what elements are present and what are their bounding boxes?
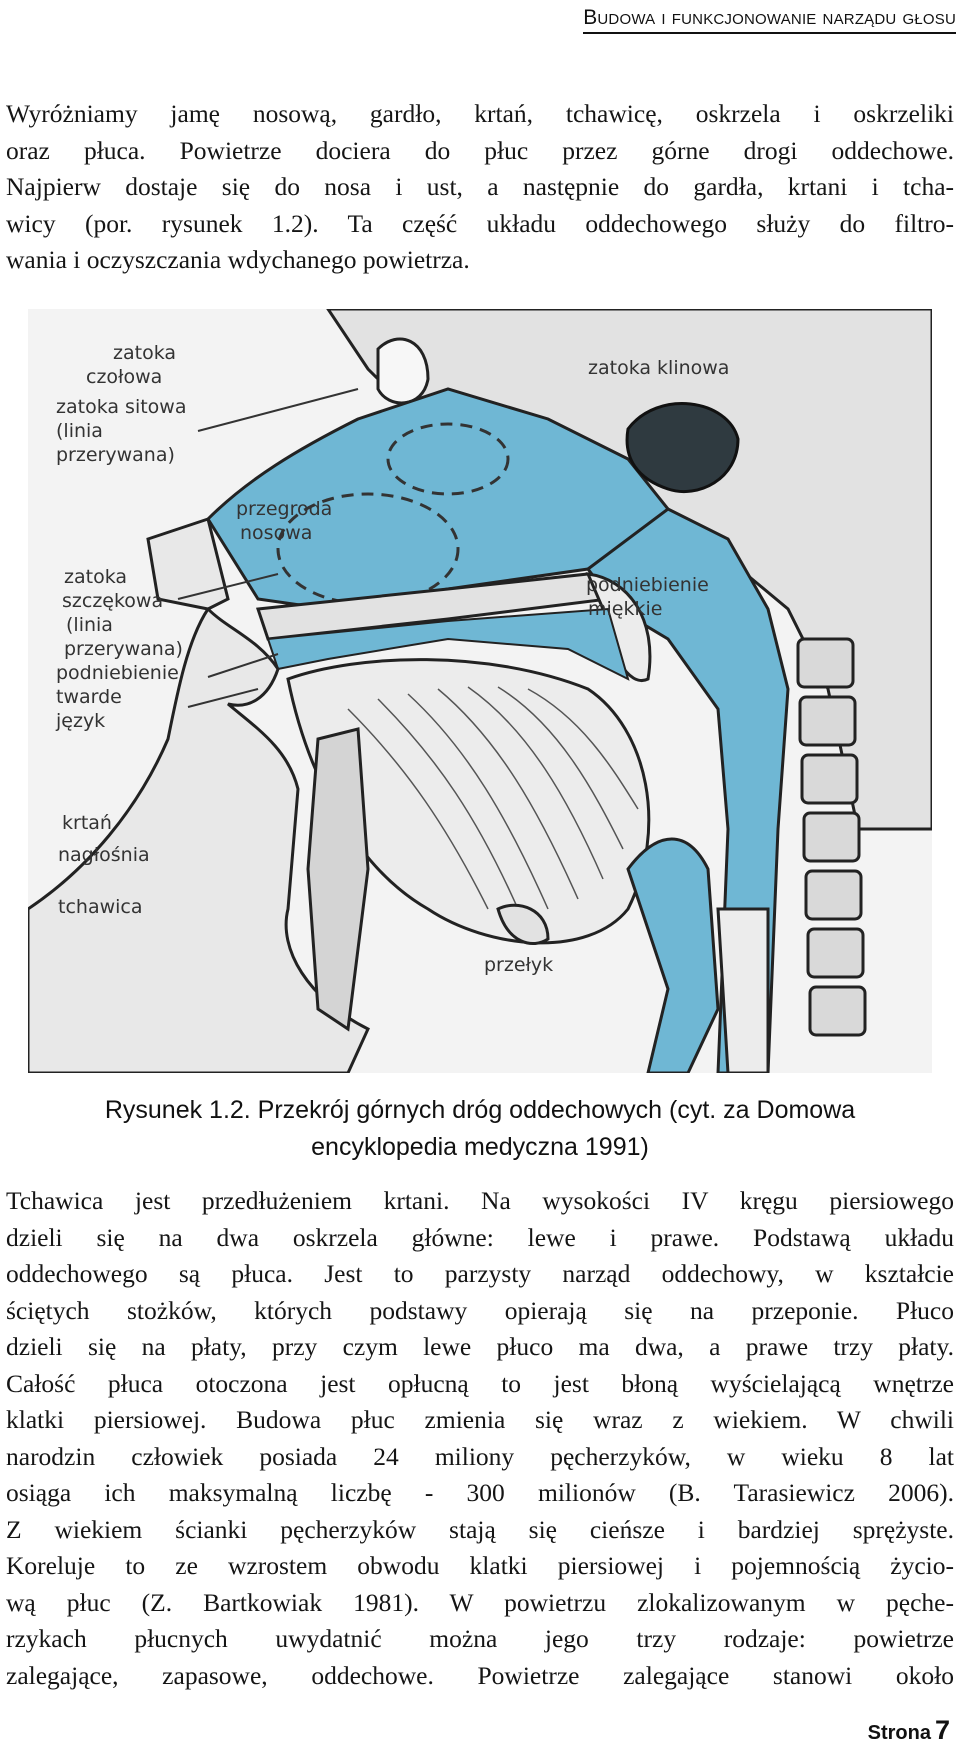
text-line: ściętych stożków, których podstawy opierają się na przeponie. Płuco (6, 1295, 954, 1325)
text-line: dzieli się na płaty, przy czym lewe płuco ma dwa, a prawe trzy płaty. (6, 1332, 954, 1361)
label-zatoka-szczekowa-2: szczękowa (62, 590, 164, 612)
figure-caption (0, 1092, 960, 1166)
intro-paragraph (6, 96, 954, 279)
text-line: Najpierw dostaje się do nosa i ust, a następnie do gardła, krtani i tcha- (6, 172, 954, 201)
airway-diagram (28, 309, 932, 1073)
text-line: oraz płuca. Powietrze dociera do płuc przez górne drogi oddechowe. (6, 135, 954, 165)
label-podniebienie-twarde-2: twarde (56, 686, 122, 708)
text-line: narodzin człowiek posiada 24 miliony pęcherzyków, w wieku 8 lat (6, 1441, 954, 1471)
label-naglosnia: nagłośnia (58, 844, 150, 866)
label-zatoka-sitowa-3: przerywana) (56, 444, 175, 466)
label-jezyk: język (56, 710, 106, 732)
page-footer (868, 1715, 950, 1746)
label-przelyk: przełyk (484, 954, 554, 976)
page-label: Strona (867, 1722, 931, 1744)
running-header (0, 6, 960, 46)
label-zatoka-sitowa-1: zatoka sitowa (56, 396, 187, 418)
caption-line: Rysunek 1.2. Przekrój górnych dróg oddechowych (cyt. za Domowa (104, 1096, 856, 1124)
text-line: klatki piersiowej. Budowa płuc zmienia się wraz z wiekiem. W chwili (6, 1405, 954, 1434)
label-podniebienie-miekkie-2: miękkie (588, 598, 663, 620)
text-line: Koreluje to ze wzrostem obwodu klatki piersiowej i pojemnością życio- (6, 1551, 954, 1580)
label-krtan: krtań (62, 812, 112, 834)
label-podniebienie-twarde-1: podniebienie (56, 662, 179, 684)
label-przegroda-1: przegroda (236, 498, 333, 520)
label-zatoka-szczekowa-4: przerywana) (64, 638, 183, 660)
airway-cross-section-figure (28, 309, 932, 1073)
label-tchawica: tchawica (58, 896, 143, 918)
text-line: wania i oczyszczania wdychanego powietrza. (6, 245, 470, 274)
running-header-title: Budowa i funkcjonowanie narządu głosu (583, 6, 956, 34)
text-line: wicy (por. rysunek 1.2). Ta część układu oddechowego służy do filtro- (6, 208, 954, 238)
text-line: wą płuc (Z. Bartkowiak 1981). W powietrzu zlokalizowanym w pęche- (6, 1587, 954, 1617)
text-line: Wyróżniamy jamę nosową, gardło, krtań, tchawicę, oskrzela i oskrzeliki (6, 99, 954, 128)
body-paragraph (6, 1183, 954, 1694)
text-line: Tchawica jest przedłużeniem krtani. Na wysokości IV kręgu piersiowego (6, 1186, 954, 1215)
label-przegroda-2: nosowa (240, 522, 313, 544)
text-line: rzykach płucnych uwydatnić można jego trzy rodzaje: powietrze (6, 1624, 954, 1653)
label-zatoka-szczekowa-1: zatoka (64, 566, 128, 588)
page-number: 7 (934, 1715, 950, 1745)
label-zatoka-klinowa: zatoka klinowa (588, 357, 730, 379)
frontal-sinus (378, 339, 428, 403)
text-line: osiąga ich maksymalną liczbę - 300 milionów (B. Tarasiewicz 2006). (6, 1478, 954, 1507)
text-line: zalegające, zapasowe, oddechowe. Powietrze zalegające stanowi około (6, 1660, 954, 1690)
label-zatoka-szczekowa-3: (linia (66, 614, 113, 636)
text-line: dzieli się na dwa oskrzela główne: lewe i prawe. Podstawą układu (6, 1222, 954, 1252)
label-podniebienie-miekkie-1: podniebienie (586, 574, 709, 596)
label-zatoka-czolowa-2: czołowa (86, 366, 163, 388)
text-line: Całość płuca otoczona jest opłucną to jest błoną wyścielającą wnętrze (6, 1368, 954, 1398)
text-line: Z wiekiem ścianki pęcherzyków stają się cieńsze i bardziej sprężyste. (6, 1514, 954, 1544)
text-line: oddechowego są płuca. Jest to parzysty narząd oddechowy, w kształcie (6, 1259, 954, 1288)
esophagus (718, 909, 768, 1073)
label-zatoka-sitowa-2: (linia (56, 420, 103, 442)
label-zatoka-czolowa-1: zatoka (113, 342, 177, 364)
caption-line: encyklopedia medyczna 1991) (311, 1133, 649, 1161)
